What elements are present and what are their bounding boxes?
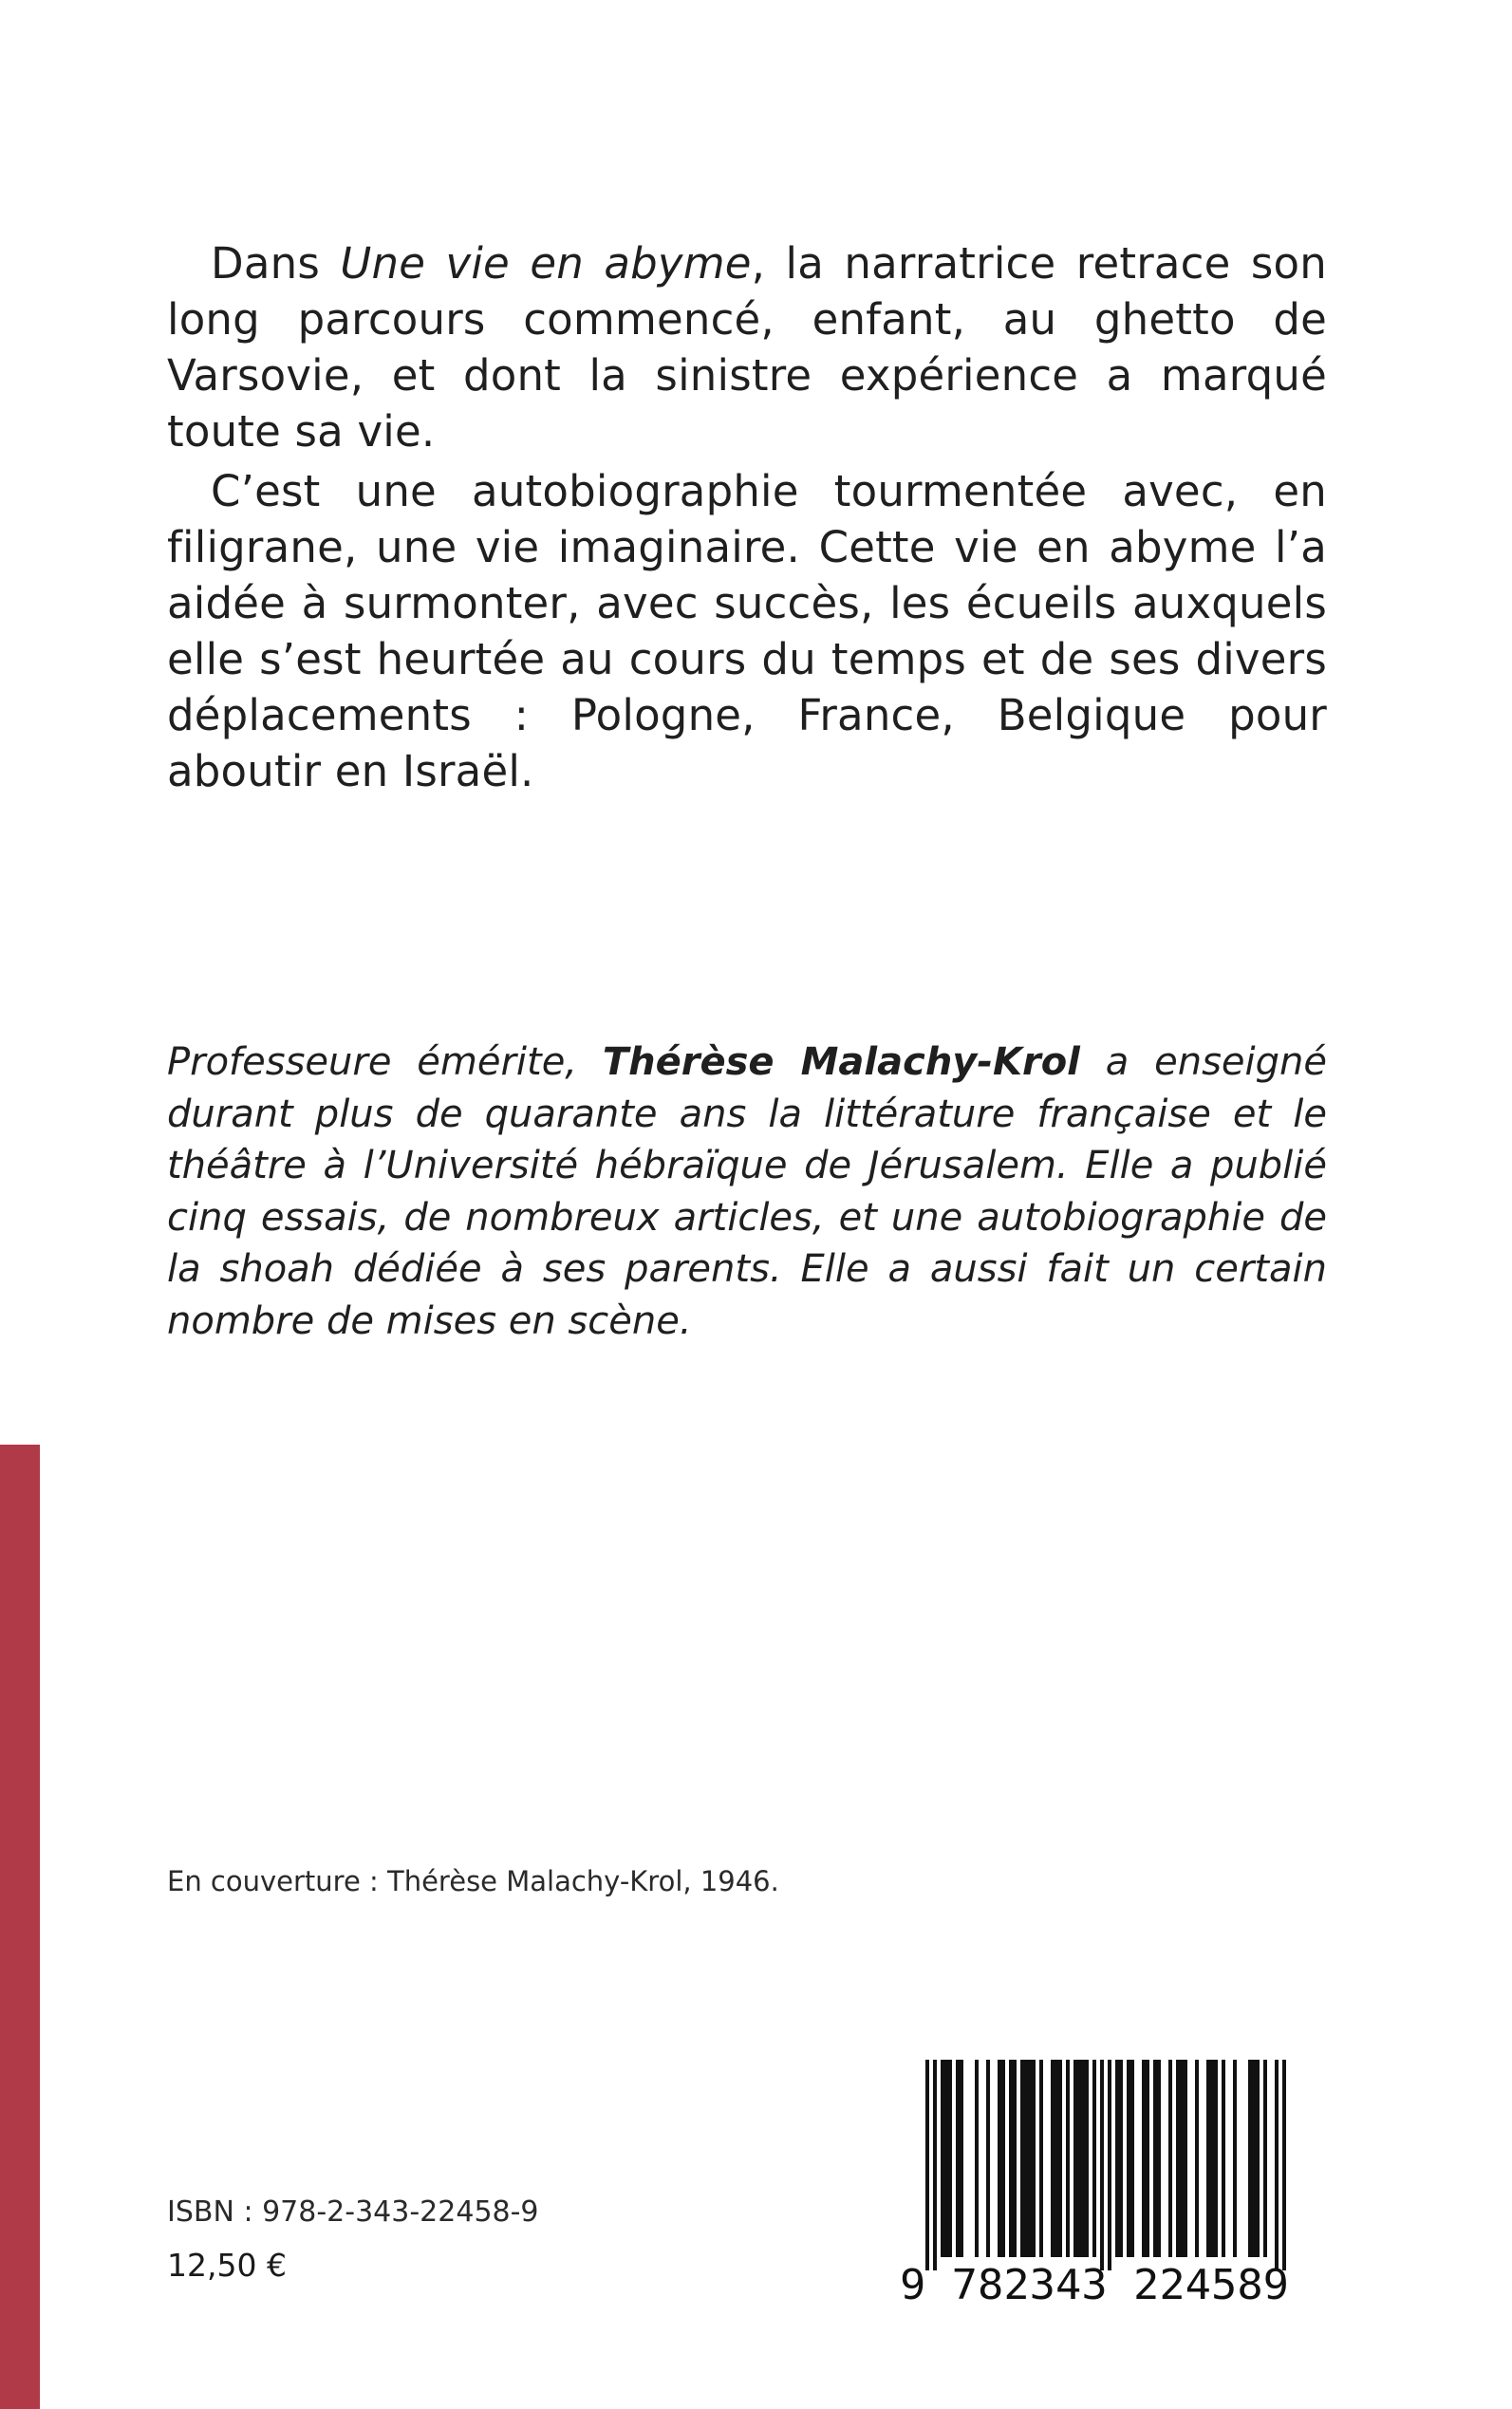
barcode-bar	[1115, 2060, 1119, 2257]
blurb-p1-prefix: Dans	[211, 238, 341, 289]
barcode-bar	[1176, 2060, 1180, 2257]
barcode-bar	[1039, 2060, 1043, 2257]
barcode-bar	[1210, 2060, 1214, 2257]
barcode-bar	[925, 2060, 929, 2270]
barcode-bar	[1252, 2060, 1256, 2257]
barcode-bar	[948, 2060, 952, 2257]
barcode-bar	[1020, 2060, 1024, 2257]
price: 12,50 €	[167, 2247, 287, 2284]
barcode-bar	[975, 2060, 979, 2257]
barcode-bar	[1275, 2060, 1279, 2270]
barcode-bar	[1222, 2060, 1225, 2257]
blurb-p1-rest: , la narratrice retrace son long parcours commencé, enfant, au ghetto de Varsovie, et dont la sinistre expérience a marqué toute sa vie.	[167, 238, 1327, 457]
author-bio	[167, 1036, 1327, 1347]
barcode-bar	[1119, 2060, 1123, 2257]
barcode-bar	[1100, 2060, 1104, 2270]
barcode-bar	[1142, 2060, 1146, 2257]
blurb-paragraph-1	[167, 235, 1327, 459]
barcode-bar	[1024, 2060, 1028, 2257]
barcode-bar	[1001, 2060, 1005, 2257]
barcode-bar	[1009, 2060, 1013, 2257]
barcode-bar	[1081, 2060, 1085, 2257]
barcode-digits: 9 782343 224589	[900, 2261, 1289, 2306]
barcode-bar	[1073, 2060, 1077, 2257]
barcode-bar	[1085, 2060, 1089, 2257]
barcode-bar	[1077, 2060, 1081, 2257]
barcode-bar	[1127, 2060, 1130, 2257]
isbn: ISBN : 978-2-343-22458-9	[167, 2195, 539, 2229]
barcode-bar	[1108, 2060, 1111, 2270]
accent-side-bar	[0, 1445, 40, 2409]
barcode-bar	[1130, 2060, 1134, 2257]
barcode-bar	[1214, 2060, 1218, 2257]
cover-credit: En couverture : Thérèse Malachy-Krol, 1946.	[167, 1865, 779, 1897]
barcode-bar	[1146, 2060, 1149, 2257]
barcode-bar	[1032, 2060, 1036, 2257]
barcode-bar	[1058, 2060, 1062, 2257]
barcode-bar	[1066, 2060, 1070, 2257]
barcode-bar	[1092, 2060, 1096, 2257]
barcode-bar	[1157, 2060, 1161, 2257]
barcode-bar	[1051, 2060, 1055, 2257]
barcode-bar	[941, 2060, 944, 2257]
barcode-bar	[1184, 2060, 1187, 2257]
barcode-bar	[1028, 2060, 1032, 2257]
barcode-bars	[925, 2060, 1286, 2270]
barcode-bar	[986, 2060, 990, 2257]
barcode-bar	[998, 2060, 1001, 2257]
barcode-bar	[1153, 2060, 1157, 2257]
barcode-bar	[1206, 2060, 1210, 2257]
barcode-bar	[933, 2060, 937, 2270]
bio-prefix: Professeure émérite,	[167, 1040, 603, 1084]
barcode-bar	[1168, 2060, 1172, 2257]
barcode-bar	[1233, 2060, 1237, 2257]
barcode-bar	[1282, 2060, 1286, 2270]
barcode-bar	[1180, 2060, 1184, 2257]
barcode-bar	[1055, 2060, 1058, 2257]
barcode-bar	[1256, 2060, 1260, 2257]
barcode-bar	[1263, 2060, 1267, 2257]
barcode-bar	[960, 2060, 963, 2257]
barcode	[887, 2060, 1305, 2306]
barcode-bar	[1248, 2060, 1252, 2257]
barcode-bar	[944, 2060, 948, 2257]
blurb-p2-text: C’est une autobiographie tourmentée avec, en filigrane, une vie imaginaire. Cette vie en abyme l’a aidée à surmonter, avec succès, les écueils auxquels elle s’est heurtée au cours du temps et de ses divers déplacements : Pologne, France, Belgique pour aboutir en Israël.	[167, 466, 1327, 796]
barcode-bar	[1195, 2060, 1199, 2257]
barcode-bar	[1013, 2060, 1017, 2257]
barcode-bar	[956, 2060, 960, 2257]
book-title: Une vie en abyme	[340, 238, 752, 289]
blurb-paragraph-2	[167, 463, 1327, 799]
author-name: Thérèse Malachy-Krol	[602, 1040, 1080, 1084]
bio-text: a enseigné durant plus de quarante ans la littérature française et le théâtre à l’Université hébraïque de Jérusalem. Elle a publié cinq essais, de nombreux articles, et une autobiographie de la shoah dédiée à ses parents. Elle a aussi fait un certain nombre de mises en scène.	[167, 1040, 1327, 1343]
